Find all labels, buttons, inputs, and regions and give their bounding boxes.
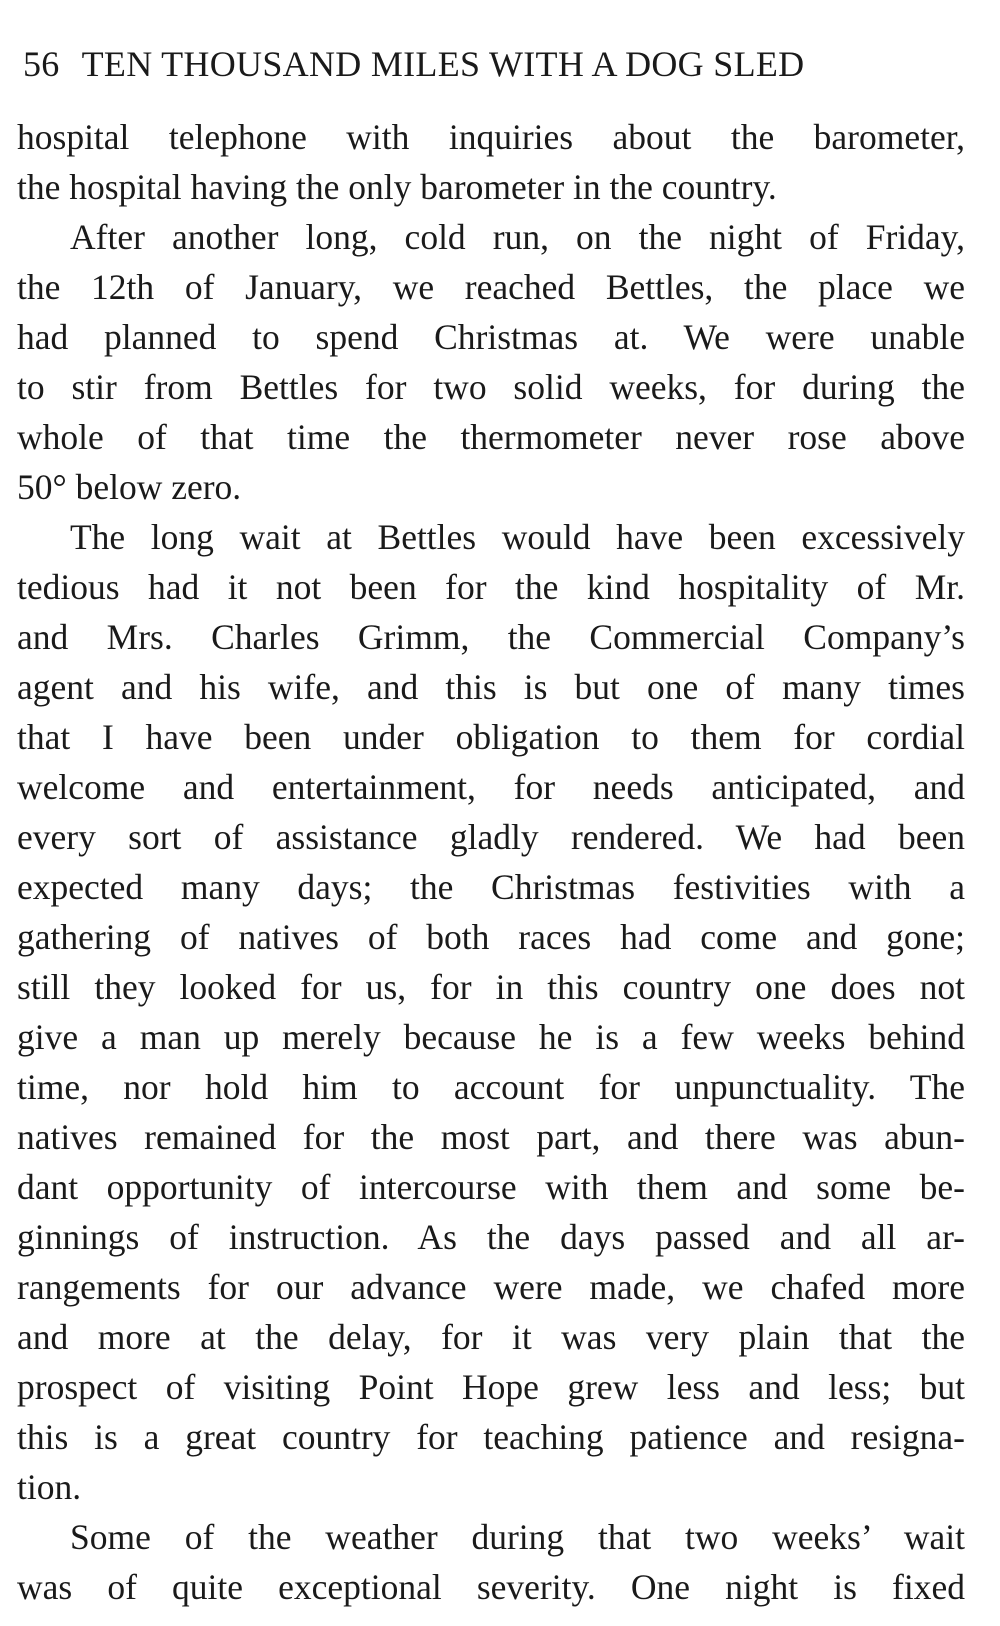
paragraph-first-line: Some of the weather during that two weeks’ wait (70, 1517, 965, 1557)
paragraph-last-line: 50° below zero. (17, 467, 242, 507)
text-line: and more at the delay, for it was very plain that the (17, 1317, 965, 1357)
text-line: this is a great country for teaching patience and resigna- (17, 1417, 965, 1457)
text-line: had planned to spend Christmas at. We were unable (17, 317, 965, 357)
text-line: gathering of natives of both races had come and gone; (17, 917, 965, 957)
text-line: give a man up merely because he is a few weeks behind (17, 1017, 965, 1057)
text-line: hospital telephone with inquiries about the barometer, (17, 117, 965, 157)
text-line: to stir from Bettles for two solid weeks, for during the (17, 367, 965, 407)
text-line: natives remained for the most part, and there was abun- (17, 1117, 965, 1157)
text-line: was of quite exceptional severity. One night is fixed (17, 1567, 965, 1607)
text-line: rangements for our advance were made, we chafed more (17, 1267, 965, 1307)
text-line: the hospital having the only barometer in the country. (17, 167, 777, 207)
text-line: every sort of assistance gladly rendered. We had been (17, 817, 965, 857)
text-line: expected many days; the Christmas festivities with a (17, 867, 965, 907)
text-line: dant opportunity of intercourse with them and some be- (17, 1167, 965, 1207)
paragraph-last-line: tion. (17, 1467, 82, 1507)
text-line: that I have been under obligation to them for cordial (17, 717, 965, 757)
text-line: tedious had it not been for the kind hospitality of Mr. (17, 567, 965, 607)
body-text (17, 112, 965, 1612)
text-line: time, nor hold him to account for unpunctuality. The (17, 1067, 965, 1107)
running-head (23, 44, 923, 84)
text-line: welcome and entertainment, for needs anticipated, and (17, 767, 965, 807)
text-line: prospect of visiting Point Hope grew less and less; but (17, 1367, 965, 1407)
text-line: whole of that time the thermometer never rose above (17, 417, 965, 457)
page-number: 56 (23, 44, 60, 84)
paragraph-first-line: After another long, cold run, on the night of Friday, (70, 217, 965, 257)
text-line: and Mrs. Charles Grimm, the Commercial Company’s (17, 617, 965, 657)
text-line: the 12th of January, we reached Bettles, the place we (17, 267, 965, 307)
text-line: still they looked for us, for in this country one does not (17, 967, 965, 1007)
paragraph-first-line: The long wait at Bettles would have been excessively (70, 517, 965, 557)
text-line: agent and his wife, and this is but one of many times (17, 667, 965, 707)
text-line: ginnings of instruction. As the days passed and all ar- (17, 1217, 965, 1257)
running-title: TEN THOUSAND MILES WITH A DOG SLED (81, 44, 805, 84)
